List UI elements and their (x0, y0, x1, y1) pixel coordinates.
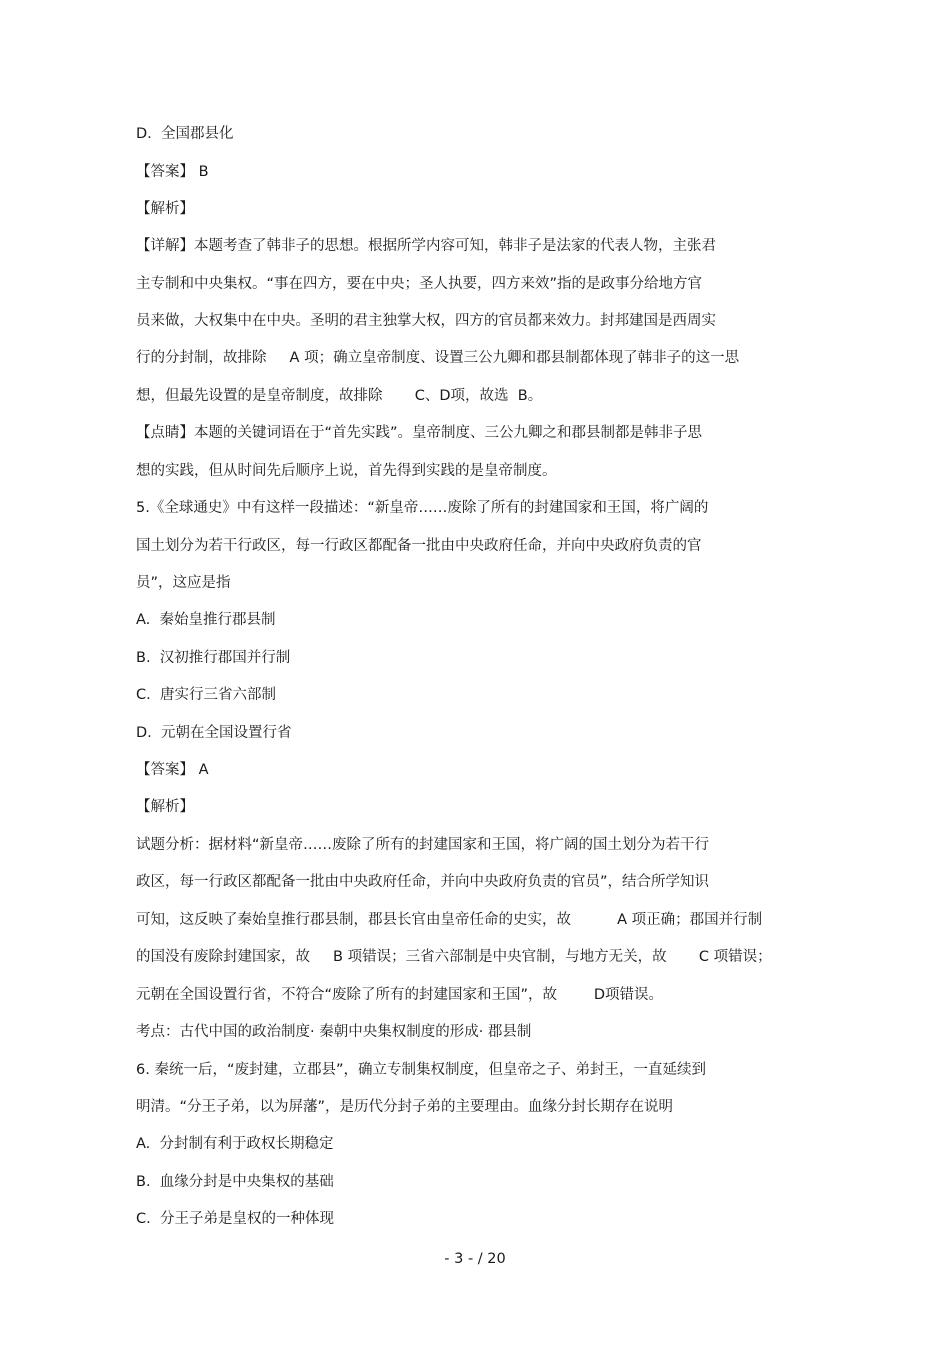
knowledge-point-q5: 考点：古代中国的政治制度· 秦朝中央集权制度的形成· 郡县制 (136, 1024, 532, 1040)
detail-line-3: 员来做，大权集中在中央。圣明的君主独掌大权，四方的官员都来效力。封邦建国是西周实 (136, 313, 716, 329)
analysis-q5-line-3: 可知，这反映了秦始皇推行郡县制，郡县长官由皇帝任命的史实，故 A 项正确；郡国并行制 (136, 912, 763, 928)
analysis-heading-q4: 【解析】 (136, 201, 194, 217)
analysis-q5-line-4: 的国没有废除封建国家，故 B 项错误；三省六部制是中央官制，与地方无关，故 C 项错误； (136, 949, 772, 965)
option-b-q6: B. 血缘分封是中央集权的基础 (136, 1174, 334, 1190)
question-6-line-1: 6. 秦统一后，“废封建，立郡县”，确立专制集权制度，但皇帝之子、弟封王，一直延续到 (136, 1062, 706, 1078)
option-a-q6: A. 分封制有利于政权长期稳定 (136, 1136, 334, 1152)
answer-q5: 【答案】 A (136, 762, 209, 778)
option-d-q5: D. 元朝在全国设置行省 (136, 725, 292, 741)
option-d-q4: D. 全国郡县化 (136, 126, 234, 142)
note-line-2: 想的实践，但从时间先后顺序上说，首先得到实践的是皇帝制度。 (136, 463, 557, 479)
analysis-heading-q5: 【解析】 (136, 799, 194, 815)
question-5-line-2: 国土划分为若干行政区，每一行政区都配备一批由中央政府任命，并向中央政府负责的官 (136, 538, 702, 554)
option-c-q5: C. 唐实行三省六部制 (136, 687, 276, 703)
question-6-line-2: 明清。“分王子弟，以为屏藩”，是历代分封子弟的主要理由。血缘分封长期存在说明 (136, 1099, 674, 1115)
option-b-q5: B. 汉初推行郡国并行制 (136, 650, 291, 666)
page-number: - 3 - / 20 (444, 1251, 506, 1267)
detail-line-2: 主专制和中央集权。“事在四方，要在中央；圣人执要，四方来效”指的是政事分给地方官 (136, 276, 703, 292)
note-line-1: 【点睛】本题的关键词语在于“首先实践”。皇帝制度、三公九卿之和郡县制都是韩非子思 (136, 425, 703, 441)
detail-line-4: 行的分封制，故排除 A 项；确立皇帝制度、设置三公九卿和郡县制都体现了韩非子的这一思 (136, 350, 740, 366)
detail-line-1: 【详解】本题考查了韩非子的思想。根据所学内容可知，韩非子是法家的代表人物，主张君 (136, 238, 716, 254)
detail-line-5: 想，但最先设置的是皇帝制度，故排除 C、D项，故选 B。 (136, 388, 543, 404)
analysis-q5-line-1: 试题分析：据材料“新皇帝……废除了所有的封建国家和王国，将广阔的国土划分为若干行 (136, 837, 710, 853)
answer-q4: 【答案】 B (136, 164, 209, 180)
question-5-line-3: 员”，这应是指 (136, 575, 231, 591)
analysis-q5-line-2: 政区，每一行政区都配备一批由中央政府任命，并向中央政府负责的官员”，结合所学知识 (136, 874, 710, 890)
analysis-q5-line-5: 元朝在全国设置行省，不符合“废除了所有的封建国家和王国”，故 D项错误。 (136, 987, 664, 1003)
question-5-line-1: 5.《全球通史》中有这样一段描述：“新皇帝……废除了所有的封建国家和王国，将广阔的 (136, 500, 709, 516)
option-c-q6: C. 分王子弟是皇权的一种体现 (136, 1211, 334, 1227)
option-a-q5: A. 秦始皇推行郡县制 (136, 612, 276, 628)
